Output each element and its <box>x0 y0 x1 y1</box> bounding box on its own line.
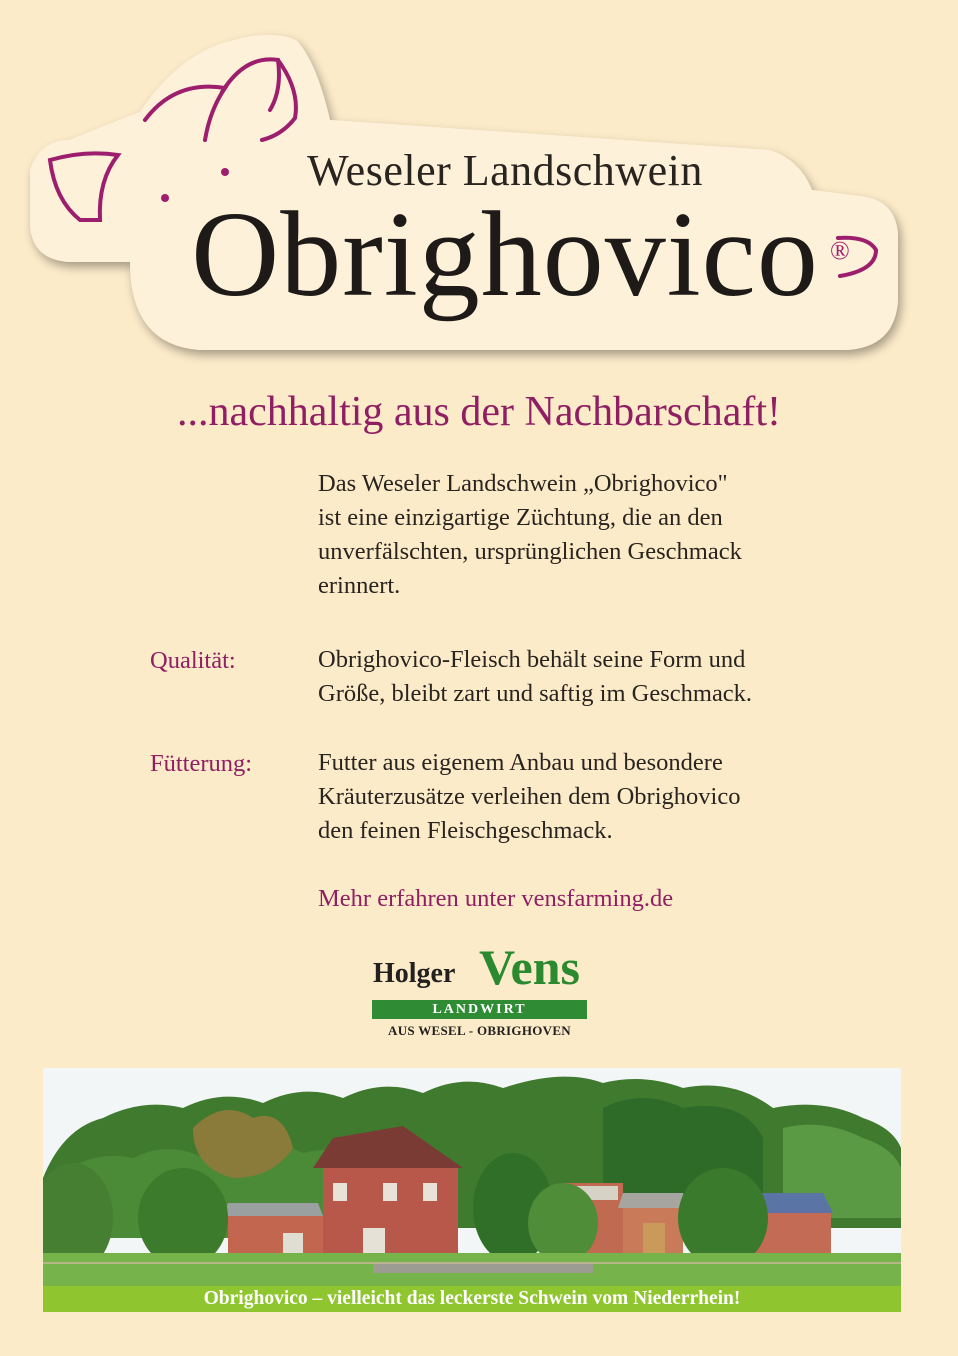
farmer-last-name: Vens <box>479 939 580 995</box>
farmer-first-name: Holger <box>373 958 456 989</box>
farmer-role-bar: LANDWIRT <box>372 1000 587 1019</box>
text-qualitaet: Obrighovico-Fleisch behält seine Form und Größe, bleibt zart und saftig im Geschmack. <box>318 646 753 707</box>
bottom-banner: Obrighovico – vielleicht das leckerste Schwein vom Niederrhein! <box>43 1286 901 1312</box>
logo-title: Obrighovico <box>191 187 819 322</box>
text-fuetterung: Futter aus eigenem Anbau und besondere Kräuterzusätze verleihen dem Obrighovico den feinen Fleischgeschmack. <box>318 749 741 844</box>
farm-photo <box>43 1068 901 1286</box>
more-info-link[interactable]: Mehr erfahren unter vensfarming.de <box>318 885 674 912</box>
tagline: ...nachhaltig aus der Nachbarschaft! <box>176 389 782 435</box>
farmer-place: AUS WESEL - OBRIGHOVEN <box>388 1023 571 1038</box>
label-qualitaet: Qualität: <box>150 647 236 674</box>
label-fuetterung: Fütterung: <box>150 750 253 777</box>
registered-mark: ® <box>830 236 850 265</box>
logo-subtitle: Weseler Landschwein <box>307 146 703 195</box>
intro-paragraph: Das Weseler Landschwein „Obrighovico" ist eine einzigartige Züchtung, die an den unverfälschten, ursprünglichen Geschmack erinnert. <box>318 470 742 599</box>
